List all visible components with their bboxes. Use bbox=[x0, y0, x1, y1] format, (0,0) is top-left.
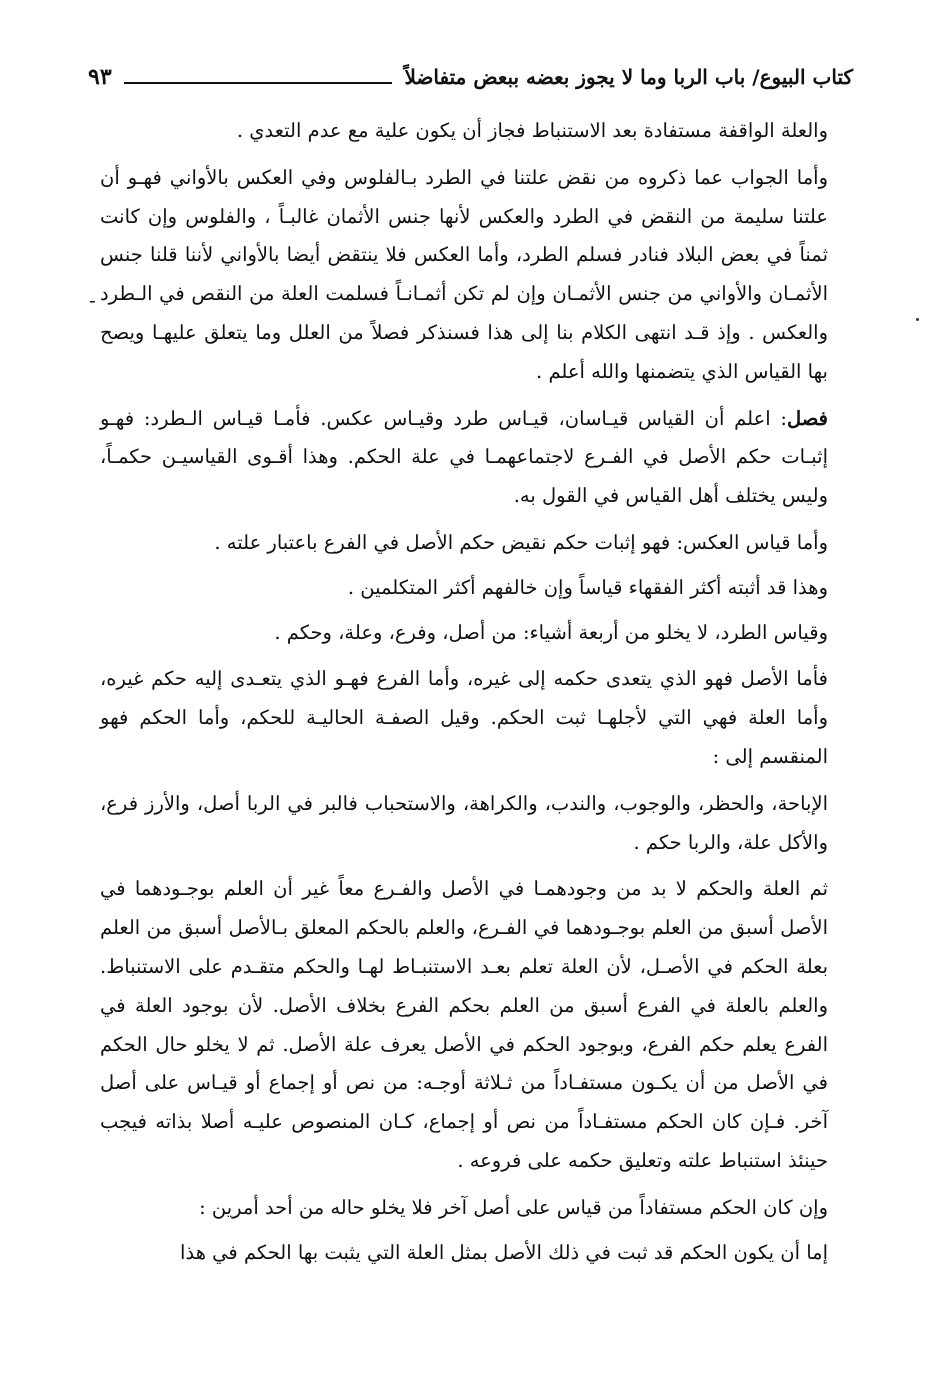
paragraph: والعلة الواقفة مستفادة بعد الاستنباط فجاز أن يكون علية مع عدم التعدي . bbox=[236, 119, 828, 142]
paragraph: وأما قياس العكس: فهو إثبات حكم نقيض حكم الأصل في الفرع باعتبار علته . bbox=[214, 530, 828, 554]
section-text: : اعلم أن القياس قيـاسان، قيـاس طرد وقيـاس عكس. فأمـا قيـاس الـطرد: فهـو إثبـات حكم الأصل في الفـرع لاجتماعهمـا في علة الحكم. وهذا أقـوى القياسيـن حكمـاً، وليس يختلف أهل القياس في القول به. bbox=[100, 406, 828, 508]
section-paragraph bbox=[100, 400, 850, 516]
page-number: ٩٣ bbox=[88, 64, 112, 90]
header-rule bbox=[124, 82, 393, 84]
paragraph: وقياس الطرد، لا يخلو من أربعة أشياء: من أصل، وفرع، وعلة، وحكم . bbox=[274, 620, 828, 644]
paragraph: الإباحة، والحظر، والوجوب، والندب، والكراهة، والاستحباب فالبر في الربا أصل، والأرز فرع، والأكل علة، والربا حكم . bbox=[100, 791, 828, 854]
main-text bbox=[100, 112, 850, 1280]
paragraph: فأما الأصل فهو الذي يتعدى حكمه إلى غيره، وأما الفرع فهـو الذي يتعـدى إليه حكم غيره، وأما العلة فهي التي لأجلهـا ثبت الحكم. وقيل الصفـة الحاليـة للحكم، وأما الحكم فهو المنقسم إلى : bbox=[100, 667, 828, 768]
section-term: فصل bbox=[787, 406, 828, 430]
page-header bbox=[88, 58, 853, 92]
margin-mark: - bbox=[89, 288, 96, 312]
paragraph: إما أن يكون الحكم قد ثبت في ذلك الأصل بمثل العلة التي يثبت بها الحكم في هذا bbox=[180, 1240, 828, 1264]
scan-dot bbox=[916, 318, 919, 321]
paragraph: وإن كان الحكم مستفاداً من قياس على أصل آخر فلا يخلو حاله من أحد أمرين : bbox=[199, 1195, 828, 1219]
paragraph: ثم العلة والحكم لا بد من وجودهمـا في الأصل والفـرع معاً غير أن العلم بوجـودهما في الأصل أسبق من العلم بوجـودهما في الفـرع، والعلم بالحكم المعلق بـالأصل أسبق من العلم بعلة الحكم في الأصـل، لأن العلة تعلم بعـد الاستنبـاط لهـا والحكم متقـدم على الاستنباط. والعلم بالعلة في الفرع أسبق من العلم بحكم الفرع بخلاف الأصل. لأن بوجود العلة في الفرع يعلم حكم الفرع، وبوجود الحكم في الأصل يعرف علة الأصل. ثم لا يخلو حال الحكم في الأصل من أن يكـون مستفـاداً من ثـلاثة أوجـه: من نص أو إجماع أو قيـاس على أصل آخر. فـإن كان الحكم مستفـاداً من نص أو إجماع، كـان المنصوص عليـه أصلا بذاته فيجب حينئذ استنباط علته وتعليق حكمه على فروعه . bbox=[100, 877, 828, 1172]
paragraph: وأما الجواب عما ذكروه من نقض علتنا في الطرد بـالفلوس وفي العكس بالأواني فهـو أن علتنا سليمة من النقض في الطرد والعكس لأنها جنس الأثمان غالبـاً ، والفلوس وإن كانت ثمناً في بعض البلاد فنادر فسلم الطرد، وأما العكس فلا ينتقض أيضا بالأواني لأننا قلنا جنس الأثمـان والأواني من جنس الأثمـان وإن لم تكن أثمـانـاً فسلمت العلة من النقص في الـطرد والعكس . وإذ قـد انتهى الكلام بنا إلى هذا فسنذكر فصلاً من العلل وما يتعلق عليهـا ويصح بها القياس الذي يتضمنها والله أعلم . bbox=[100, 165, 828, 383]
paragraph: وهذا قد أثبته أكثر الفقهاء قياساً وإن خالفهم أكثر المتكلمين . bbox=[347, 575, 828, 599]
running-head: كتاب البيوع/ باب الربا وما لا يجوز بعضه ببعض متفاضلاً bbox=[404, 65, 853, 89]
